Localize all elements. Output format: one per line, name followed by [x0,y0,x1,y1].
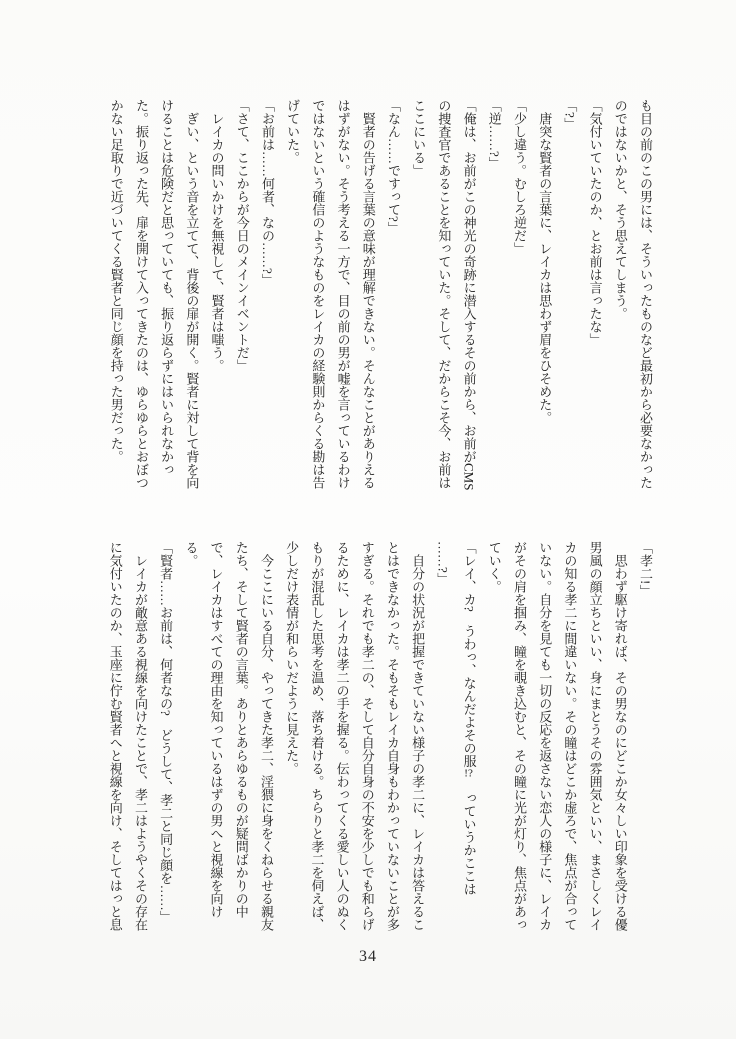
text-line: 「賢者……お前は、何者なの? どうして、孝二と同じ顔を……」 [158,541,174,924]
text-line: に気付いたのか、玉座に佇む賢者へと視線を向け、そしてはっと息 [107,541,123,931]
text-line: ぎい、という音を立てて、背後の扉が開く。賢者に対して背を向 [184,99,200,489]
text-line: はずがない。そう考える一方で、目の前の男が嘘を言っているわけ [335,99,351,489]
text-line: もりが混乱した思考を温め、落ち着ける。ちらりと孝二を伺えば、 [309,541,325,931]
text-line: ここにいる」 [411,99,427,177]
text-line: 「少し違う。むしろ逆だ」 [511,99,527,255]
text-line: 「逆……?」 [486,99,502,170]
text-line: 「お前は……何者、なの……?」 [259,99,275,287]
text-line: た。振り返った先、扉を開けて入ってきたのは、ゆらゆらとおぼつ [133,99,149,489]
text-line: で、レイカはすべての理由を知っているはずの男へと視線を向け [208,541,224,918]
text-line: も目の前のこの男には、そういったものなど最初から必要なかった [638,99,653,489]
text-line: のではないかと、そう思えてしまう。 [612,99,628,320]
page-number: 34 [359,948,377,965]
text-line: 今ここにいる自分、やってきた孝二、淫猥に身をくねらせる親友 [258,541,274,931]
text-line: る。 [183,541,199,567]
text-line: 「俺は、お前がこの神光の奇跡に潜入するその前から、お前がCMS [461,99,477,491]
text-line: 自分の状況が把握できていない様子の孝二に、レイカは答えるこ [410,541,426,931]
text-line: げていた。 [285,99,301,164]
text-line: 「さて、ここからが今日のメインイベントだ」 [234,99,250,372]
text-line: 賢者の告げる言葉の意味が理解できない。そんなことがありえる [360,99,376,489]
tatechuyoko-interrobang: !? [464,767,473,779]
text-line: とはできなかった。そもそもレイカ自身もわかっていないことが多 [384,541,400,931]
text-line: たち、そして賢者の言葉。ありとあらゆるものが疑問ばかりの中 [233,541,249,918]
text-line: カの知る孝二に間違いない。その瞳はどこか虚ろで、焦点が合って [562,541,578,931]
text-line: ていく。 [486,541,502,593]
text-line: レイカが敵意ある視線を向けたことで、孝二はようやくその存在 [132,541,148,931]
text-line: いない。自分を見ても一切の反応を返さない恋人の様子に、レイカ [537,541,553,931]
text-line: ではないという確信のようなものをレイカの経験則からくる勘は告 [310,99,326,489]
text-line: すぎる。それでも孝二の、そして自分自身の不安を少しでも和らげ [359,541,375,931]
text-line: 「なん……ですって?」 [385,99,401,235]
text-line: 男風の顔立ちといい、身にまとうその雰囲気といい、まさしくレイ [587,541,603,931]
text-line: 「気付いていたのか、とお前は言ったな」 [587,99,603,346]
text-line: 「レイ、カ? うわっ、なんだよその服!? っていうかここは [461,541,477,896]
text-line: 唐突な賢者の言葉に、レイカは思わず眉をひそめた。 [537,99,553,424]
text-line: 「孝二!」 [638,541,653,598]
text-line: けることは危険だと思っていても、振り返らずにはいられなかっ [159,99,175,476]
text-line: がその肩を掴み、瞳を覗き込むと、その瞳に光が灯り、焦点があっ [511,541,527,931]
text-line: かない足取りで近づいてくる賢者と同じ顔を持った男だった。 [108,99,124,463]
text-line: レイカの問いかけを無視して、賢者は嗤う。 [209,99,225,372]
text-line: ……?」 [435,541,451,586]
text-line: 「?」 [562,99,578,131]
text-line: るために、レイカは孝二の手を握る。伝わってくる愛しい人のぬく [334,541,350,931]
upper-text-block [104,99,658,493]
text-line: の捜査官であることを知っていた。そして、だからこそ今、お前は [436,99,452,489]
text-line: 少しだけ表情が和らいだように見えた。 [284,541,300,775]
lower-text-block [103,541,658,935]
text-line: 思わず駆け寄れば、その男なのにどこか女々しい印象を受ける優 [612,541,628,931]
